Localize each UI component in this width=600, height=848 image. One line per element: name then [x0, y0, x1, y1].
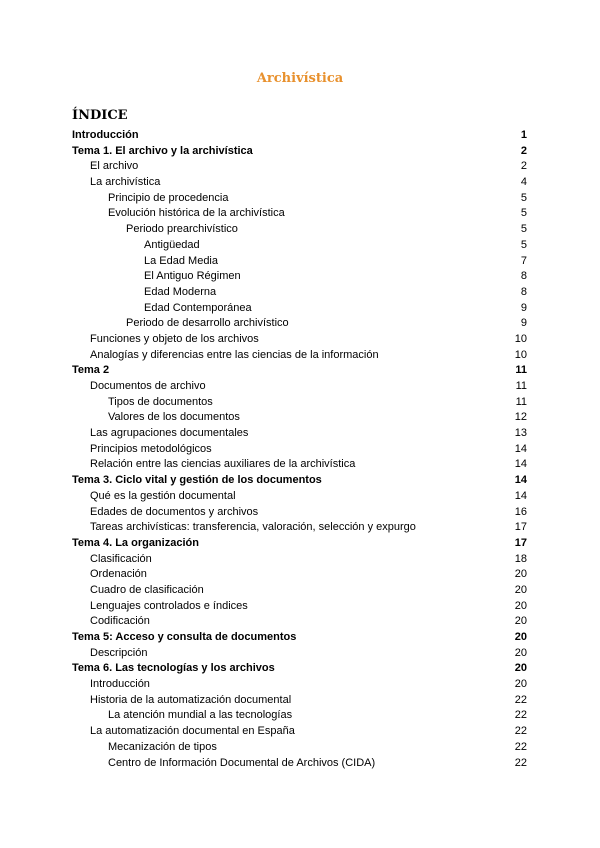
table-of-contents	[72, 128, 527, 771]
toc-entry[interactable]	[72, 285, 527, 301]
toc-entry-page: 17	[514, 521, 527, 534]
toc-entry[interactable]	[72, 426, 527, 442]
toc-entry[interactable]	[72, 520, 527, 536]
toc-entry-title: La automatización documental en España	[90, 725, 295, 738]
toc-entry[interactable]	[72, 395, 527, 411]
toc-entry-title: La Edad Media	[144, 254, 218, 267]
toc-entry-page: 2	[520, 160, 527, 173]
toc-entry-title: Evolución histórica de la archivística	[108, 207, 285, 220]
toc-entry[interactable]	[72, 301, 527, 317]
toc-entry-title: El Antiguo Régimen	[144, 270, 241, 283]
toc-entry[interactable]	[72, 159, 527, 175]
index-heading: ÍNDICE	[72, 108, 128, 123]
toc-entry-page: 14	[514, 489, 527, 502]
toc-entry[interactable]	[72, 661, 527, 677]
toc-entry[interactable]	[72, 536, 527, 552]
toc-entry-page: 10	[514, 332, 527, 345]
toc-entry-page: 11	[515, 380, 527, 392]
toc-entry[interactable]	[72, 708, 527, 724]
toc-entry-title: Cuadro de clasificación	[90, 583, 204, 596]
toc-entry-title: Principio de procedencia	[108, 191, 229, 204]
toc-entry[interactable]	[72, 599, 527, 615]
toc-entry-page: 1	[520, 129, 527, 141]
toc-entry[interactable]	[72, 677, 527, 693]
toc-entry-page: 14	[514, 474, 527, 487]
toc-entry-title: Periodo de desarrollo archivístico	[126, 317, 289, 330]
toc-entry-page: 11	[515, 364, 527, 377]
toc-entry-page: 9	[520, 317, 527, 330]
toc-entry-title: Edad Moderna	[144, 285, 217, 298]
toc-entry-title: Tema 5: Acceso y consulta de documentos	[72, 631, 297, 643]
toc-entry-title: Tema 6. Las tecnologías y los archivos	[72, 662, 275, 675]
toc-entry[interactable]	[72, 175, 527, 191]
toc-entry-title: Lenguajes controlados e índices	[90, 599, 248, 612]
toc-entry[interactable]	[72, 724, 527, 740]
toc-entry-title: Introducción	[72, 129, 139, 141]
toc-entry-title: Edades de documentos y archivos	[90, 505, 259, 518]
toc-entry[interactable]	[72, 552, 527, 568]
toc-entry-page: 22	[514, 740, 527, 753]
toc-entry-page: 4	[520, 176, 527, 189]
toc-entry-title: Documentos de archivo	[90, 380, 206, 392]
toc-entry-title: Clasificación	[90, 552, 152, 565]
toc-entry[interactable]	[72, 332, 527, 348]
toc-entry-title: Tema 2	[72, 364, 110, 377]
toc-entry[interactable]	[72, 489, 527, 505]
toc-entry-page: 20	[514, 646, 527, 659]
toc-entry[interactable]	[72, 646, 527, 662]
toc-entry-page: 20	[514, 568, 527, 581]
toc-entry[interactable]	[72, 630, 527, 646]
toc-entry-title: Descripción	[90, 646, 148, 659]
toc-entry-title: Codificación	[90, 615, 150, 628]
toc-entry-page: 8	[520, 270, 527, 283]
toc-entry-title: Valores de los documentos	[108, 411, 240, 424]
toc-entry-page: 10	[514, 348, 527, 361]
toc-entry-title: Tareas archivísticas: transferencia, valoración, selección y expurgo	[90, 521, 416, 534]
toc-entry-page: 11	[515, 395, 527, 408]
toc-entry[interactable]	[72, 756, 527, 772]
toc-entry-title: Qué es la gestión documental	[90, 489, 236, 502]
toc-entry[interactable]	[72, 583, 527, 599]
toc-entry-page: 22	[514, 693, 527, 706]
toc-entry-title: La atención mundial a las tecnologías	[108, 709, 293, 722]
toc-entry-title: Introducción	[90, 678, 150, 691]
toc-entry-page: 20	[514, 615, 527, 628]
toc-entry-page: 5	[520, 223, 527, 236]
toc-entry-page: 14	[514, 458, 527, 471]
toc-entry-page: 20	[514, 678, 527, 691]
toc-entry-title: Principios metodológicos	[90, 442, 212, 455]
toc-entry[interactable]	[72, 473, 527, 489]
toc-entry-title: Las agrupaciones documentales	[90, 427, 249, 440]
toc-entry[interactable]	[72, 238, 527, 254]
toc-entry[interactable]	[72, 442, 527, 458]
toc-entry-page: 2	[520, 144, 527, 157]
toc-entry-page: 22	[514, 756, 527, 769]
toc-entry-title: Edad Contemporánea	[144, 301, 252, 314]
toc-entry-page: 16	[514, 505, 527, 518]
toc-entry-page: 22	[514, 709, 527, 722]
toc-entry-title: Historia de la automatización documental	[90, 693, 292, 706]
toc-entry-title: Analogías y diferencias entre las ciencias de la información	[90, 348, 379, 361]
toc-entry-title: Periodo prearchivístico	[126, 223, 238, 236]
toc-entry-title: Mecanización de tipos	[108, 740, 217, 753]
toc-entry-page: 14	[514, 442, 527, 455]
toc-entry-page: 9	[520, 301, 527, 314]
toc-entry-page: 5	[520, 207, 527, 220]
toc-entry-page: 20	[514, 631, 527, 643]
toc-entry[interactable]	[72, 693, 527, 709]
toc-entry-page: 5	[520, 238, 527, 251]
toc-entry-page: 7	[520, 254, 527, 267]
document-title: Archivística	[256, 71, 344, 86]
toc-entry-title: Centro de Información Documental de Archivos (CIDA)	[108, 756, 376, 769]
toc-entry[interactable]	[72, 379, 527, 395]
toc-entry-title: Relación entre las ciencias auxiliares de la archivística	[90, 458, 356, 471]
toc-entry-title: Tema 1. El archivo y la archivística	[72, 144, 253, 157]
toc-entry[interactable]	[72, 222, 527, 238]
toc-entry[interactable]	[72, 269, 527, 285]
toc-entry[interactable]	[72, 410, 527, 426]
toc-entry-title: Funciones y objeto de los archivos	[90, 332, 259, 345]
toc-entry-page: 18	[514, 552, 527, 565]
toc-entry[interactable]	[72, 128, 527, 144]
toc-entry-title: Tipos de documentos	[108, 395, 213, 408]
toc-entry[interactable]	[72, 567, 527, 583]
toc-entry-page: 20	[514, 583, 527, 596]
toc-entry[interactable]	[72, 206, 527, 222]
toc-entry-page: 17	[514, 536, 527, 549]
toc-entry-title: Ordenación	[90, 568, 147, 581]
toc-entry-title: Tema 4. La organización	[72, 536, 199, 549]
toc-entry[interactable]	[72, 740, 527, 756]
toc-entry-page: 13	[514, 427, 527, 440]
toc-entry[interactable]	[72, 191, 527, 207]
toc-entry-title: La archivística	[90, 176, 161, 189]
toc-entry[interactable]	[72, 316, 527, 332]
toc-entry-title: El archivo	[90, 160, 139, 173]
toc-entry[interactable]	[72, 614, 527, 630]
toc-entry-page: 8	[520, 285, 527, 298]
toc-entry[interactable]	[72, 505, 527, 521]
toc-entry-page: 12	[514, 411, 527, 424]
toc-entry[interactable]	[72, 348, 527, 364]
toc-entry-page: 20	[514, 599, 527, 612]
toc-entry[interactable]	[72, 363, 527, 379]
toc-entry-page: 20	[514, 662, 527, 675]
toc-entry[interactable]	[72, 254, 527, 270]
toc-entry[interactable]	[72, 457, 527, 473]
toc-entry-title: Tema 3. Ciclo vital y gestión de los documentos	[72, 474, 322, 487]
toc-entry-title: Antigüedad	[144, 238, 200, 251]
toc-entry[interactable]	[72, 144, 527, 160]
toc-entry-page: 5	[520, 191, 527, 204]
toc-entry-page: 22	[514, 725, 527, 738]
